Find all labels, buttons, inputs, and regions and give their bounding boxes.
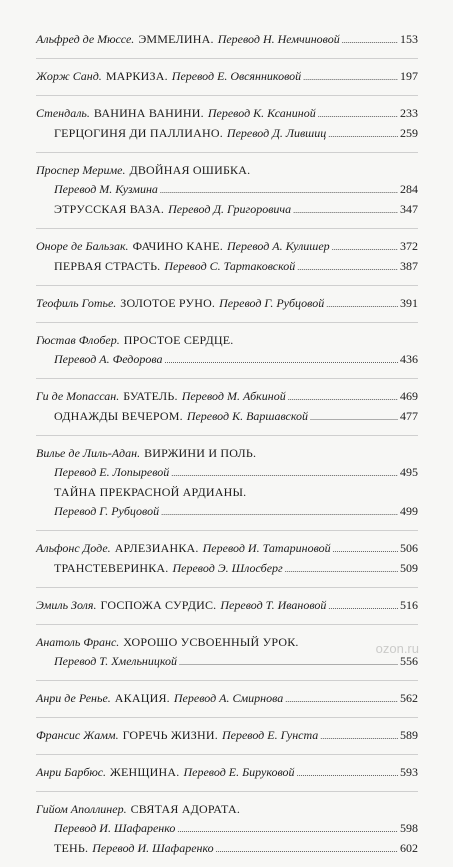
leader-dots — [326, 294, 398, 314]
toc-title: АРЛЕЗИАНКА. — [114, 541, 199, 555]
toc-page-number: 562 — [400, 691, 418, 705]
toc-title: ОДНАЖДЫ ВЕЧЕРОМ. — [54, 409, 183, 423]
toc-entry — [36, 67, 418, 87]
toc-title: ГОРЕЧЬ ЖИЗНИ. — [122, 728, 218, 742]
entry-divider — [36, 587, 418, 588]
leader-dots — [177, 819, 398, 839]
toc-page-number: 495 — [400, 465, 418, 479]
leader-dots — [297, 763, 398, 783]
toc-author: Франсис Жамм. — [36, 728, 119, 742]
toc-title: ВИРЖИНИ И ПОЛЬ. — [144, 446, 257, 460]
toc-author: Проспер Мериме. — [36, 163, 126, 177]
toc-line — [36, 800, 418, 819]
table-of-contents — [36, 30, 418, 867]
toc-line — [36, 559, 418, 579]
toc-page-number: 436 — [400, 352, 418, 366]
toc-author: Альфонс Доде. — [36, 541, 111, 555]
toc-page-number: 391 — [400, 296, 418, 310]
entry-divider — [36, 152, 418, 153]
toc-line — [36, 331, 418, 350]
toc-title: ЭТРУССКАЯ ВАЗА. — [54, 202, 165, 216]
toc-line — [36, 463, 418, 483]
toc-entry — [36, 294, 418, 314]
toc-page-number: 153 — [400, 32, 418, 46]
toc-page-number: 589 — [400, 728, 418, 742]
toc-title: ГОСПОЖА СУРДИС. — [100, 598, 217, 612]
toc-line — [36, 350, 418, 370]
toc-translator: Перевод Д. Григоровича — [168, 202, 292, 216]
toc-title: ДВОЙНАЯ ОШИБКА. — [129, 163, 251, 177]
toc-line — [36, 237, 418, 257]
toc-entry — [36, 596, 418, 616]
toc-author: Альфред де Мюссе. — [36, 32, 135, 46]
toc-page-number: 506 — [400, 541, 418, 555]
leader-dots — [332, 237, 398, 257]
entry-divider — [36, 624, 418, 625]
entry-divider — [36, 322, 418, 323]
entry-divider — [36, 228, 418, 229]
toc-page-number: 259 — [400, 126, 418, 140]
toc-entry — [36, 444, 418, 522]
toc-translator: Перевод С. Тартаковской — [164, 259, 296, 273]
toc-page-number: 372 — [400, 239, 418, 253]
toc-author: Ги де Мопассан. — [36, 389, 120, 403]
toc-page-number: 197 — [400, 69, 418, 83]
toc-title: ХОРОШО УСВОЕННЫЙ УРОК. — [123, 635, 299, 649]
entry-divider — [36, 435, 418, 436]
toc-line — [36, 444, 418, 463]
toc-translator: Перевод Э. Шлосберг — [172, 561, 283, 575]
toc-page-number: 602 — [400, 841, 418, 855]
toc-author: Гийом Аполлинер. — [36, 802, 127, 816]
toc-translator: Перевод Н. Немчиновой — [217, 32, 340, 46]
entry-divider — [36, 791, 418, 792]
toc-title: ТРАНСТЕВЕРИНКА. — [54, 561, 169, 575]
toc-title: ЭММЕЛИНА. — [138, 32, 214, 46]
toc-translator: Перевод Е. Бируковой — [183, 765, 295, 779]
toc-line — [36, 294, 418, 314]
toc-page-number: 516 — [400, 598, 418, 612]
toc-page-number: 598 — [400, 821, 418, 835]
toc-entry — [36, 161, 418, 220]
toc-line — [36, 689, 418, 709]
toc-line — [36, 387, 418, 407]
toc-translator: Перевод Д. Лившиц — [226, 126, 327, 140]
toc-title: ФАЧИНО КАНЕ. — [132, 239, 223, 253]
toc-page-number: 469 — [400, 389, 418, 403]
toc-translator: Перевод А. Смирнова — [173, 691, 284, 705]
toc-title: ЖЕНЩИНА. — [110, 765, 180, 779]
toc-translator: Перевод А. Федорова — [54, 352, 163, 366]
leader-dots — [161, 502, 398, 522]
toc-translator: Перевод К. Ксаниной — [207, 106, 316, 120]
toc-translator: Перевод Г. Рубцовой — [219, 296, 325, 310]
toc-translator: Перевод Е. Гунста — [221, 728, 319, 742]
toc-translator: Перевод Т. Ивановой — [220, 598, 327, 612]
toc-page-number: 477 — [400, 409, 418, 423]
toc-translator: Перевод Т. Хмельницкой — [54, 654, 178, 668]
leader-dots — [310, 407, 398, 427]
toc-author: Теофиль Готье. — [36, 296, 117, 310]
toc-line — [36, 483, 418, 502]
toc-title: ВАНИНА ВАНИНИ. — [93, 106, 204, 120]
toc-title: АКАЦИЯ. — [114, 691, 170, 705]
leader-dots — [171, 463, 398, 483]
toc-line — [36, 502, 418, 522]
toc-title: ТЕНЬ. — [54, 841, 89, 855]
leader-dots — [216, 839, 398, 859]
toc-entry — [36, 726, 418, 746]
leader-dots — [328, 124, 398, 144]
toc-translator: Перевод К. Варшавской — [186, 409, 308, 423]
toc-translator: Перевод И. Татариновой — [202, 541, 331, 555]
toc-title: ПРОСТОЕ СЕРДЦЕ. — [123, 333, 234, 347]
toc-line — [36, 596, 418, 616]
toc-line — [36, 839, 418, 859]
toc-page-number: 387 — [400, 259, 418, 273]
toc-line — [36, 763, 418, 783]
toc-entry — [36, 689, 418, 709]
toc-title: МАРКИЗА. — [105, 69, 168, 83]
leader-dots — [285, 689, 398, 709]
leader-dots — [179, 652, 398, 672]
toc-author: Анатоль Франс. — [36, 635, 120, 649]
toc-translator: Перевод Г. Рубцовой — [54, 504, 160, 518]
toc-line — [36, 539, 418, 559]
entry-divider — [36, 717, 418, 718]
leader-dots — [285, 559, 398, 579]
toc-title: ГЕРЦОГИНЯ ДИ ПАЛЛИАНО. — [54, 126, 223, 140]
toc-translator: Перевод М. Кузмина — [54, 182, 158, 196]
leader-dots — [165, 350, 399, 370]
toc-page-number: 284 — [400, 182, 418, 196]
toc-title: ЗОЛОТОЕ РУНО. — [120, 296, 216, 310]
toc-page-number: 233 — [400, 106, 418, 120]
leader-dots — [328, 596, 398, 616]
toc-translator: Перевод И. Шафаренко — [54, 821, 176, 835]
toc-entry — [36, 800, 418, 859]
toc-entry — [36, 387, 418, 427]
leader-dots — [303, 67, 398, 87]
toc-line — [36, 30, 418, 50]
leader-dots — [342, 30, 398, 50]
leader-dots — [318, 104, 398, 124]
toc-title: ПЕРВАЯ СТРАСТЬ. — [54, 259, 161, 273]
toc-translator: Перевод Е. Овсянниковой — [171, 69, 302, 83]
toc-entry — [36, 104, 418, 144]
toc-line — [36, 652, 418, 672]
toc-entry — [36, 633, 418, 672]
entry-divider — [36, 58, 418, 59]
toc-page-number: 593 — [400, 765, 418, 779]
toc-page-number: 509 — [400, 561, 418, 575]
toc-translator: Перевод И. Шафаренко — [92, 841, 214, 855]
entry-divider — [36, 680, 418, 681]
toc-entry — [36, 539, 418, 579]
toc-author: Анри де Ренье. — [36, 691, 111, 705]
toc-author: Жорж Санд. — [36, 69, 102, 83]
toc-author: Вилье де Лиль-Адан. — [36, 446, 141, 460]
toc-line — [36, 104, 418, 124]
leader-dots — [160, 180, 398, 200]
toc-line — [36, 180, 418, 200]
toc-line — [36, 161, 418, 180]
entry-divider — [36, 378, 418, 379]
toc-title: СВЯТАЯ АДОРАТА. — [130, 802, 241, 816]
toc-author: Оноре де Бальзак. — [36, 239, 129, 253]
toc-author: Анри Барбюс. — [36, 765, 107, 779]
toc-line — [36, 726, 418, 746]
toc-title: ТАЙНА ПРЕКРАСНОЙ АРДИАНЫ. — [54, 485, 247, 499]
toc-line — [36, 633, 418, 652]
entry-divider — [36, 530, 418, 531]
toc-entry — [36, 331, 418, 370]
toc-page-number: 556 — [400, 654, 418, 668]
watermark: ozon.ru — [375, 641, 419, 656]
toc-page-number: 347 — [400, 202, 418, 216]
entry-divider — [36, 285, 418, 286]
toc-line — [36, 257, 418, 277]
entry-divider — [36, 95, 418, 96]
toc-entry — [36, 30, 418, 50]
entry-divider — [36, 754, 418, 755]
leader-dots — [297, 257, 398, 277]
toc-translator: Перевод А. Кулишер — [227, 239, 330, 253]
leader-dots — [293, 200, 398, 220]
toc-line — [36, 819, 418, 839]
toc-translator: Перевод Е. Лопыревой — [54, 465, 170, 479]
leader-dots — [333, 539, 398, 559]
toc-line — [36, 407, 418, 427]
toc-line — [36, 200, 418, 220]
toc-page-number: 499 — [400, 504, 418, 518]
leader-dots — [288, 387, 398, 407]
toc-translator: Перевод М. Абкиной — [181, 389, 286, 403]
toc-author: Эмиль Золя. — [36, 598, 97, 612]
toc-entry — [36, 763, 418, 783]
toc-author: Стендаль. — [36, 106, 90, 120]
toc-line — [36, 67, 418, 87]
toc-author: Гюстав Флобер. — [36, 333, 120, 347]
leader-dots — [320, 726, 398, 746]
toc-line — [36, 124, 418, 144]
toc-title: БУАТЕЛЬ. — [123, 389, 178, 403]
toc-entry — [36, 237, 418, 277]
